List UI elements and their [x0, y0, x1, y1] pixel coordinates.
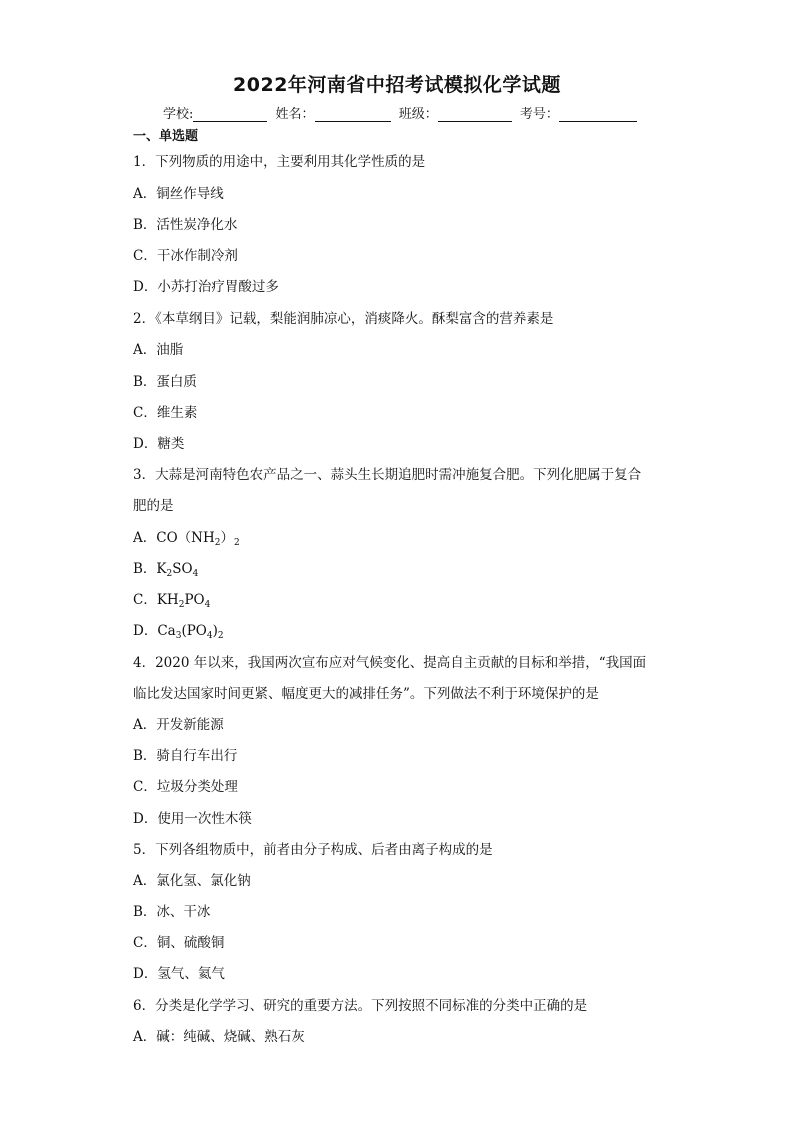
formula-text: D．Ca: [133, 623, 176, 639]
question-5-option-c: C．铜、硫酸铜: [133, 935, 225, 951]
class-label: 班级：: [398, 107, 438, 122]
question-4-option-d: D．使用一次性木筷: [133, 811, 252, 827]
question-4-option-c: C．垃圾分类处理: [133, 779, 238, 795]
formula-subscript: 4: [206, 631, 213, 641]
question-6-stem: 6．分类是化学学习、研究的重要方法。下列按照不同标准的分类中正确的是: [133, 998, 588, 1014]
student-info-line: [163, 103, 641, 122]
question-5-stem: 5．下列各组物质中，前者由分子构成、后者由离子构成的是: [133, 842, 493, 858]
question-3-stem-line-2: 肥的是: [133, 498, 174, 514]
formula-subscript: 2: [166, 569, 173, 579]
formula-text: B．K: [133, 561, 167, 577]
question-2-stem: 2．《本草纲目》记载，梨能润肺凉心，消痰降火。酥梨富含的营养素是: [133, 311, 554, 327]
exam-no-blank: [559, 107, 637, 122]
formula-subscript: 2: [217, 631, 224, 641]
question-2-option-c: C．维生素: [133, 405, 198, 421]
question-6-option-a: A．碱：纯碱、烧碱、熟石灰: [133, 1029, 305, 1045]
question-4-stem-line-1: 4．2020 年以来，我国两次宣布应对气候变化、提高自主贡献的目标和举措，“我国面: [133, 655, 647, 671]
question-1-stem: 1．下列物质的用途中，主要利用其化学性质的是: [133, 154, 426, 170]
question-2-option-d: D．糖类: [133, 436, 185, 452]
question-1-option-c: C．干冰作制冷剂: [133, 248, 238, 264]
formula-subscript: 2: [214, 538, 221, 548]
formula-subscript: 4: [204, 600, 211, 610]
formula-text: ）: [220, 530, 234, 546]
question-2-option-b: B．蛋白质: [133, 374, 197, 390]
question-2-option-a: A．油脂: [133, 342, 184, 358]
question-1-option-d: D．小苏打治疗胃酸过多: [133, 279, 279, 295]
name-label: 姓名：: [275, 107, 315, 122]
formula-text: A．CO（NH: [133, 530, 215, 546]
question-3-stem-line-1: 3．大蒜是河南特色农产品之一、蒜头生长期追肥时需冲施复合肥。下列化肥属于复合: [133, 467, 642, 483]
question-3-option-b: [133, 557, 198, 577]
question-4-option-b: B．骑自行车出行: [133, 748, 238, 764]
question-1-option-b: B．活性炭净化水: [133, 217, 238, 233]
question-1-option-a: A．铜丝作导线: [133, 186, 224, 202]
formula-text: ): [212, 623, 218, 639]
question-3-option-d: [133, 619, 224, 639]
formula-subscript: 4: [192, 569, 199, 579]
question-4-option-a: A．开发新能源: [133, 717, 224, 733]
question-4-stem-line-2: 临比发达国家时间更紧、幅度更大的减排任务”。下列做法不利于环境保护的是: [133, 686, 599, 702]
formula-text: C．KH: [133, 592, 179, 608]
page-title: 2022年河南省中招考试模拟化学试题: [233, 74, 561, 96]
formula-subscript: 2: [178, 600, 185, 610]
name-blank: [315, 107, 391, 122]
question-5-option-d: D．氢气、氦气: [133, 966, 225, 982]
formula-text: SO: [172, 561, 193, 577]
formula-subscript: 3: [175, 631, 182, 641]
class-blank: [438, 107, 512, 122]
school-label: 学校:: [163, 107, 194, 122]
school-blank: [193, 107, 267, 122]
question-5-option-b: B．冰、干冰: [133, 904, 211, 920]
exam-no-label: 考号：: [519, 107, 559, 122]
question-3-option-a: [133, 526, 240, 546]
question-5-option-a: A．氯化氢、氯化钠: [133, 873, 251, 889]
formula-subscript: 2: [233, 538, 240, 548]
section-heading: 一、单选题: [133, 129, 199, 144]
formula-text: (PO: [181, 623, 207, 639]
question-3-option-c: [133, 588, 210, 608]
formula-text: PO: [184, 592, 205, 608]
